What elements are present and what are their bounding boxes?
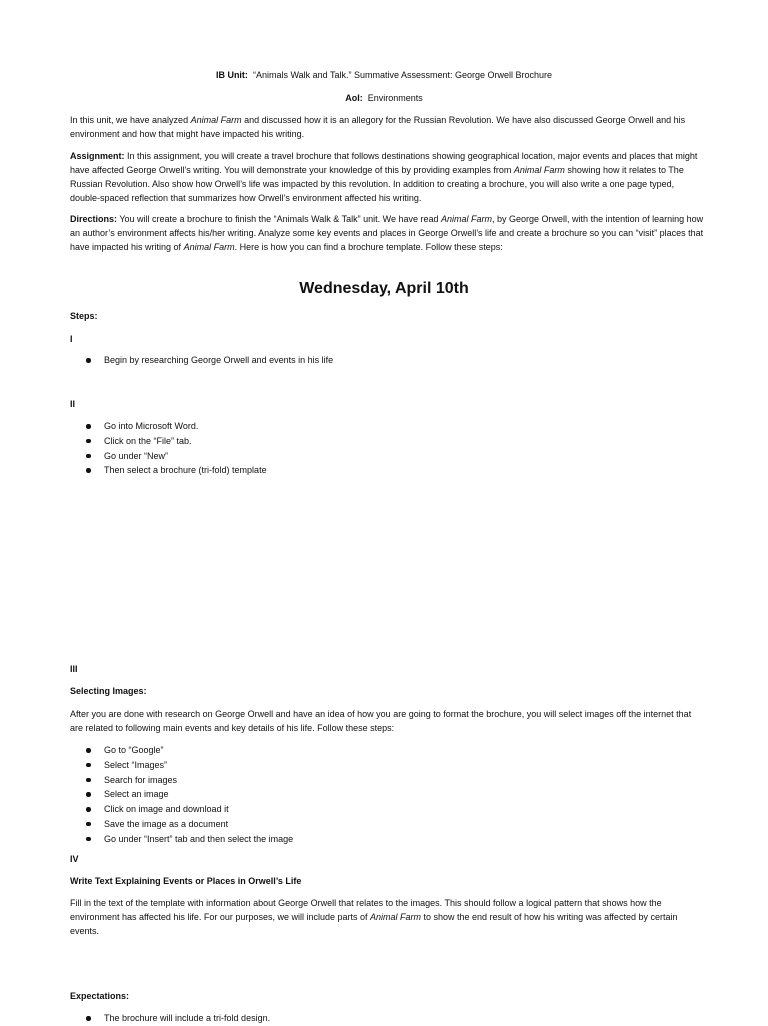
directions-text-3: . Here is how you can find a brochure template. Follow these steps: [234,241,503,252]
list-item: Click on the “File” tab. [0,434,768,449]
steps-label: Steps: [70,311,98,321]
assignment-paragraph [70,150,704,206]
intro-book-title: Animal Farm [190,115,242,125]
assignment-text-2: showing how it relates to The Russian Revolution. Also show how Orwell’s life was impacted by this revolution. In addition to creating a brochure, you will also write a one page typed, double-spaced reflection that summarizes how Orwell’s environment affected his writing. [70,164,684,203]
aoi-text: Environments [367,93,423,103]
section-2-numeral: II [70,399,76,409]
list-item: Go to “Google” [0,743,768,758]
section-4-text-2: to show the end result of how his writing was affected by certain events. [70,911,678,936]
section-3-heading: Selecting Images: [70,686,147,696]
section-3-list [0,743,768,847]
assignment-book-title: Animal Farm [513,164,565,175]
list-item: Select an image [0,787,768,802]
intro-paragraph [70,114,704,142]
date-heading: Wednesday, April 10th [299,280,469,297]
directions-paragraph [70,213,704,255]
aoi-line [0,92,768,106]
list-item: Go under “Insert” tab and then select the image [0,832,768,847]
section-4-book-title: Animal Farm [369,911,421,922]
list-item: Save the image as a document [0,817,768,832]
section-4-numeral: IV [70,854,79,864]
intro-text-1: In this unit, we have analyzed [70,115,191,125]
list-item: Click on image and download it [0,802,768,817]
section-1-list [0,353,768,368]
section-2-list [0,419,768,478]
title-text: “Animals Walk and Talk.” Summative Assessment: George Orwell Brochure [252,70,553,80]
title-label: IB Unit: [215,70,248,80]
list-item: Select “Images” [0,758,768,773]
aoi-label: AoI: [345,93,363,103]
section-1-numeral: I [70,334,73,344]
directions-label: Directions: [70,214,118,224]
directions-text-2: , by George Orwell, with the intention of learning how an author’s environment affects his/her writing. Analyze some key events and places in George Orwell’s life and create a brochure so you can “visit” places that have impacted his writing of [70,214,704,252]
expectations-heading: Expectations: [70,991,130,1001]
assignment-label: Assignment: [70,151,125,161]
section-4-heading: Write Text Explaining Events or Places in Orwell’s Life [70,876,302,886]
directions-text-1: You will create a brochure to finish the “Animals Walk & Talk” unit. We have read [117,214,442,224]
list-item: Then select a brochure (tri-fold) template [0,463,768,478]
assignment-text-1: In this assignment, you will create a travel brochure that follows destinations showing geographical location, major events and places that might have affected George Orwell’s writing. You will demonstrate your knowledge of this by providing examples from [70,151,698,175]
section-3-paragraph: After you are done with research on George Orwell and have an idea of how you are going to format the brochure, you will select images off the internet that are related to following main events and key details of his life. Follow these steps: [70,709,692,733]
section-3-numeral: III [70,664,78,674]
list-item: Go into Microsoft Word. [0,419,768,434]
list-item: Go under “New” [0,449,768,464]
directions-book-title-2: Animal Farm [183,241,235,252]
list-item: The brochure will include a tri-fold design. [0,1011,768,1026]
document-title [0,69,768,83]
section-4-paragraph [70,897,704,939]
list-item: Search for images [0,773,768,788]
intro-text-2: and discussed how it is an allegory for the Russian Revolution. We have also discussed George Orwell and his environment and how that might have impacted his writing. [70,115,686,139]
section-4-text-1: Fill in the text of the template with information about George Orwell that relates to the images. This should follow a logical pattern that shows how the environment has affected his life. For our purposes, we will include parts of [70,898,662,922]
list-item: Begin by researching George Orwell and events in his life [0,353,768,368]
directions-book-title-1: Animal Farm [441,214,493,224]
